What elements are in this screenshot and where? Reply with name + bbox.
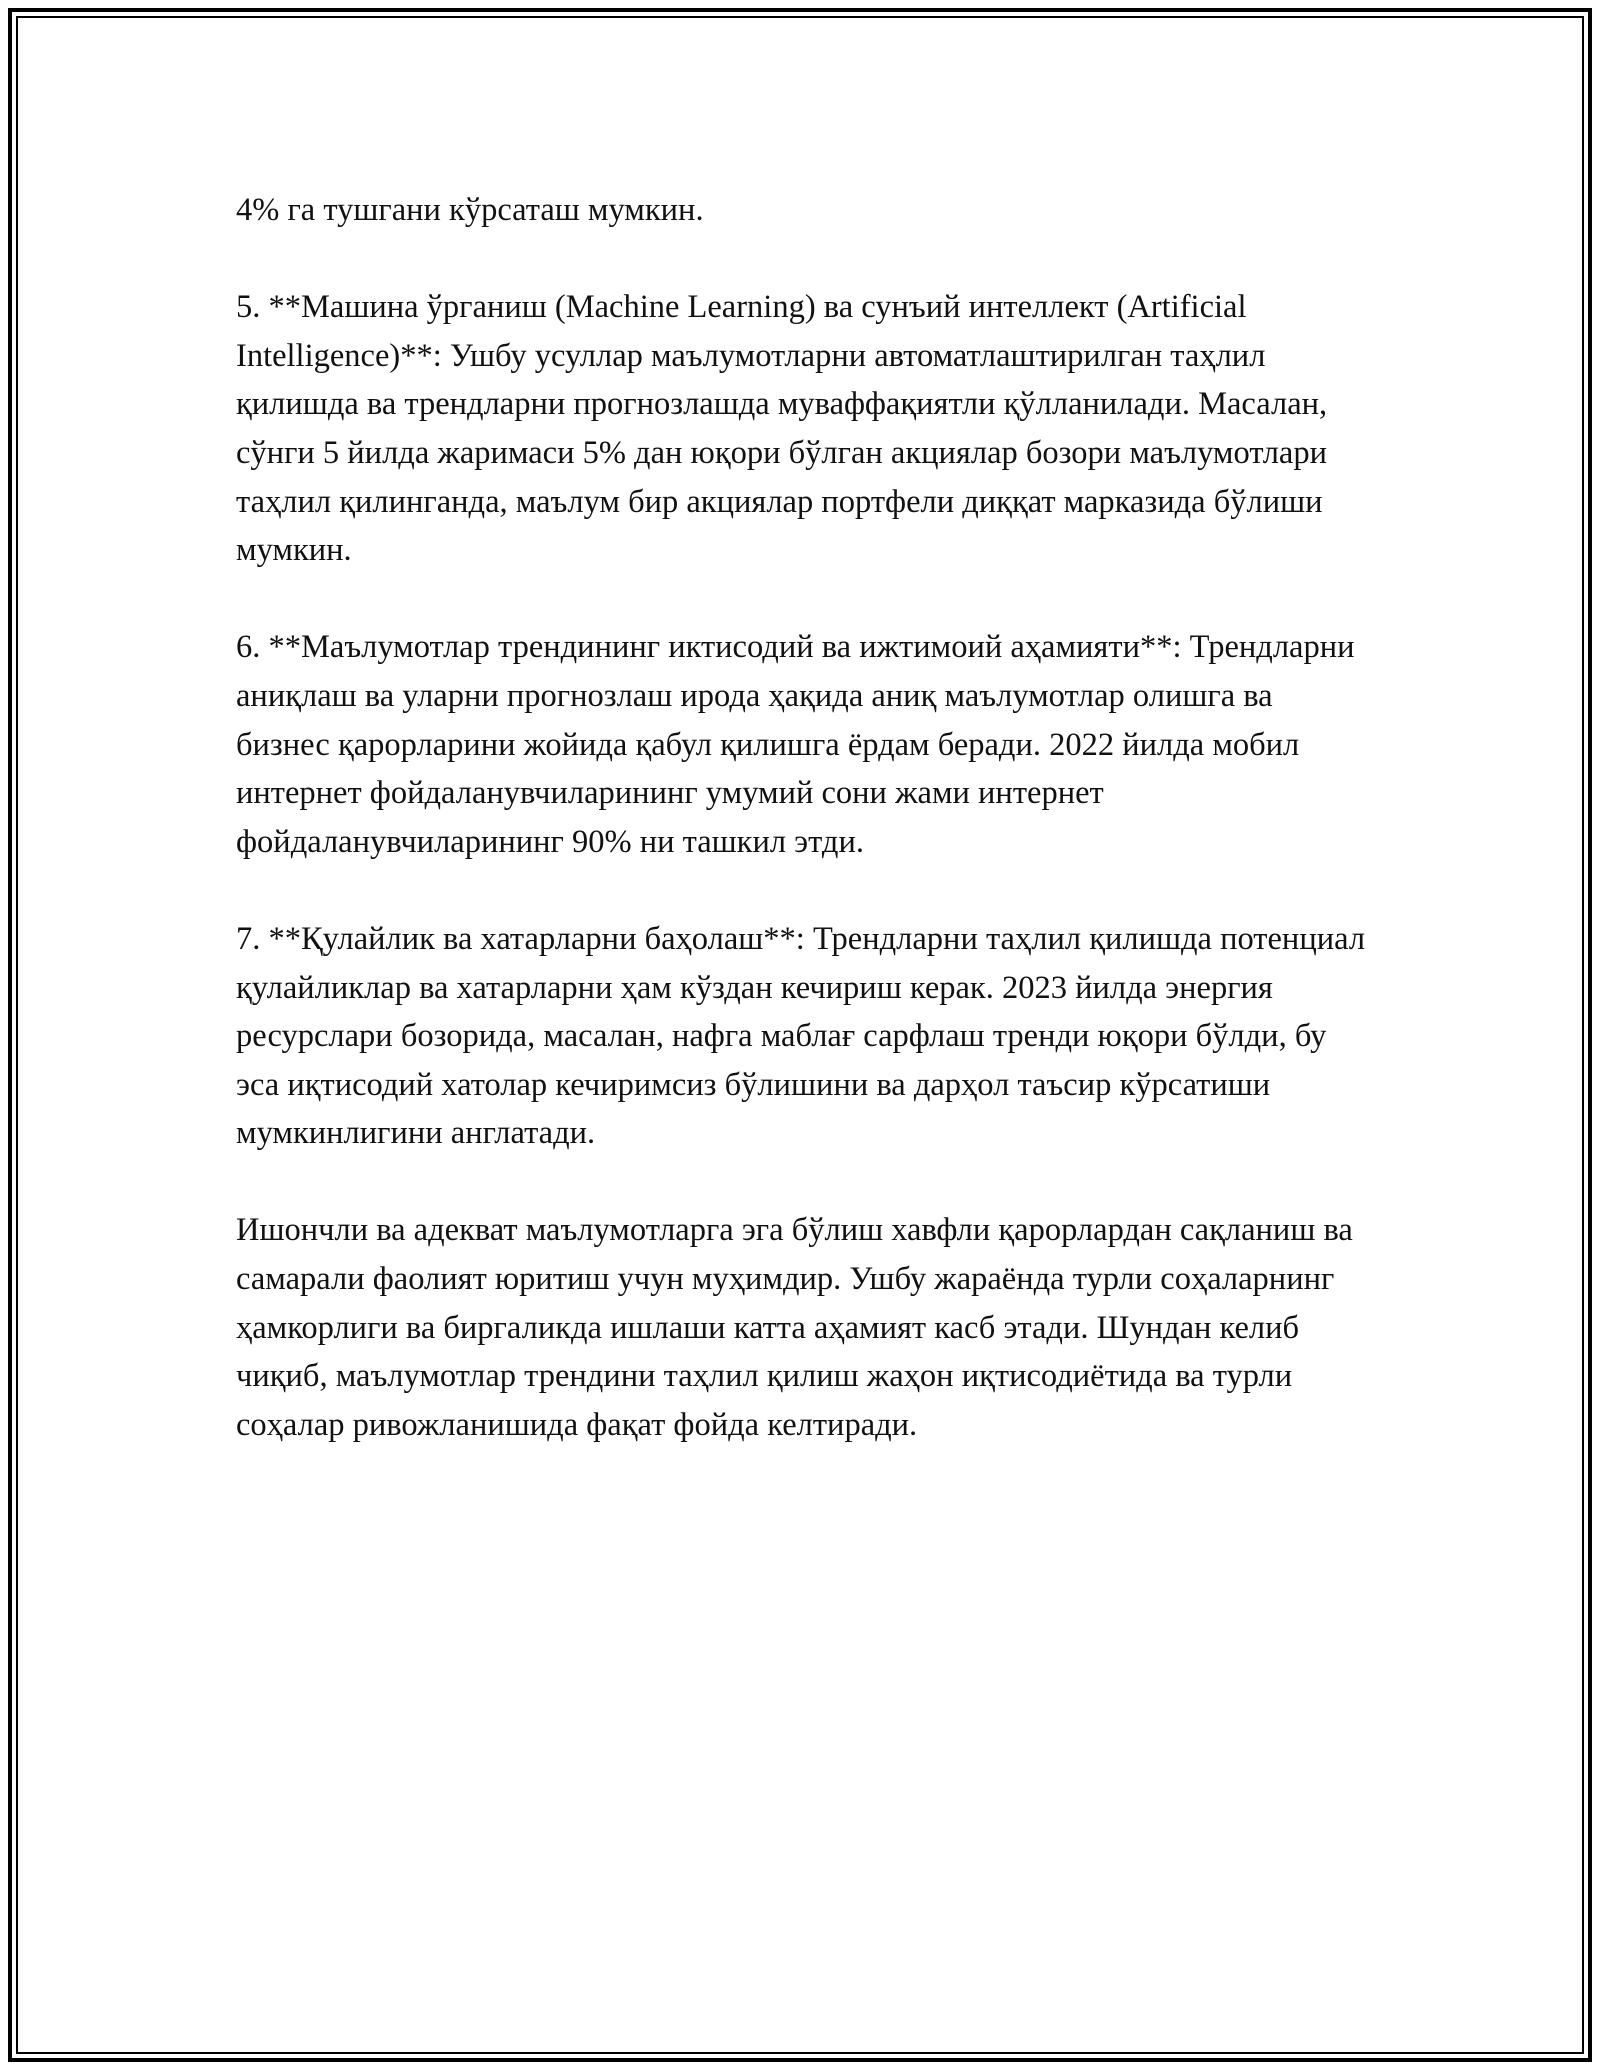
paragraph-item-6: 6. **Маълумотлар трендининг иктисодий ва ижтимоий аҳамияти**: Трендларни аниқлаш ва уларни прогнозлаш ирода ҳақида аниқ маълумотлар олишга ва бизнес қарорларини жойида қабул қилишга ёрдам беради. 2022 йилда мобил интернет фойдаланувчиларининг умумий сони жами интернет фойдаланувчиларининг 90% ни ташкил этди. (236, 629, 1355, 860)
paragraph-continuation: 4% га тушгани кўрсаташ мумкин. (236, 192, 704, 228)
paragraph-conclusion: Ишончли ва адекват маълумотларга эга бўлиш хавфли қарорлардан сақланиш ва самарали фаолият юритиш учун муҳимдир. Ушбу жараёнда турли соҳаларнинг ҳамкорлиги ва биргаликда ишлаши катта аҳамият касб этади. Шундан келиб чиқиб, маълумотлар трендини таҳлил қилиш жаҳон иқтисодиётида ва турли соҳалар ривожланишида фақат фойда келтиради. (236, 1212, 1353, 1443)
paragraph-item-5: 5. **Машина ўрганиш (Machine Learning) ва сунъий интеллект (Artificial Intelligence)**: Ушбу усуллар маълумотларни автоматлаштирилган таҳлил қилишда ва трендларни прогнозлашда муваффақиятли қўлланилади. Масалан, сўнги 5 йилда жаримаси 5% дан юқори бўлган акциялар бозори маълумотлари таҳлил қилинганда, маълум бир акциялар портфели диққат марказида бўлиши мумкин. (236, 289, 1328, 569)
paragraph-item-7: 7. **Қулайлик ва хатарларни баҳолаш**: Трендларни таҳлил қилишда потенциал қулайликлар ва хатарларни ҳам кўздан кечириш керак. 2023 йилда энергия ресурслари бозорида, масалан, нафга маблағ сарфлаш тренди юқори бўлди, бу эса иқтисодий хатолар кечиримсиз бўлишини ва дарҳол таъсир кўрсатиши мумкинлигини англатади. (236, 920, 1366, 1152)
document-body (236, 186, 1366, 1498)
